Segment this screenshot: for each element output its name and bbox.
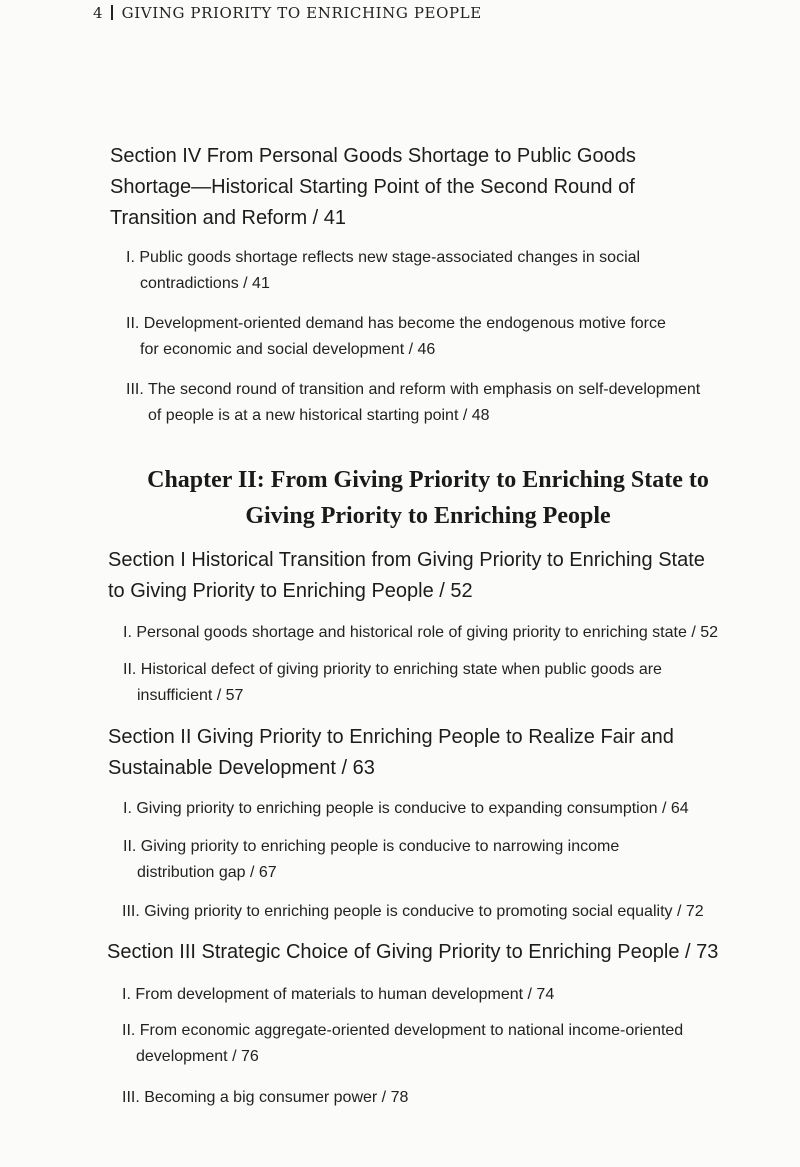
toc-chapter-ii-title (0, 462, 800, 534)
toc-section-iv-heading (110, 141, 636, 234)
entry-line: distribution gap / 67 (137, 864, 277, 881)
toc-entry (122, 1018, 683, 1070)
section-heading-line: Section III Strategic Choice of Giving Priority to Enriching People / 73 (107, 941, 719, 963)
toc-entry (122, 899, 704, 925)
entry-line: II. From economic aggregate-oriented development to national income-oriented (122, 1022, 684, 1039)
toc-section-iii-heading (107, 937, 718, 968)
section-heading-line: to Giving Priority to Enriching People / 52 (108, 580, 473, 602)
toc-entry (123, 834, 619, 886)
entry-line: I. Personal goods shortage and historical role of giving priority to enriching state / 52 (123, 624, 718, 641)
toc-entry (123, 657, 662, 709)
toc-entry (126, 245, 640, 297)
toc-section-i-heading (108, 545, 705, 607)
entry-line: II. Historical defect of giving priority to enriching state when public goods are (123, 661, 662, 678)
entry-line: III. Becoming a big consumer power / 78 (122, 1089, 409, 1106)
section-heading-line: Sustainable Development / 63 (108, 757, 375, 779)
section-heading-line: Section II Giving Priority to Enriching People to Realize Fair and (108, 726, 674, 748)
entry-line: III. The second round of transition and reform with emphasis on self-development (126, 381, 701, 398)
entry-line: for economic and social development / 46 (140, 341, 436, 358)
toc-entry (126, 311, 666, 363)
toc-entry (123, 620, 718, 646)
toc-entry (122, 982, 554, 1008)
entry-line: contradictions / 41 (140, 275, 270, 292)
chapter-title-line: Chapter II: From Giving Priority to Enriching State to (147, 467, 709, 493)
entry-line: of people is at a new historical starting point / 48 (148, 407, 490, 424)
entry-line: development / 76 (136, 1048, 259, 1065)
entry-line: II. Development-oriented demand has become the endogenous motive force (126, 315, 666, 332)
entry-line: I. From development of materials to human development / 74 (122, 986, 555, 1003)
section-heading-line: Section IV From Personal Goods Shortage to Public Goods (110, 145, 636, 167)
section-heading-line: Shortage—Historical Starting Point of the Second Round of (110, 176, 635, 198)
toc-entry (122, 1085, 408, 1111)
running-title: GIVING PRIORITY TO ENRICHING PEOPLE (121, 4, 482, 22)
section-heading-line: Section I Historical Transition from Giving Priority to Enriching State (108, 549, 705, 571)
entry-line: I. Giving priority to enriching people is conducive to expanding consumption / 64 (123, 800, 689, 817)
toc-entry (126, 377, 700, 429)
entry-line: II. Giving priority to enriching people is conducive to narrowing income (123, 838, 620, 855)
entry-line: insufficient / 57 (137, 687, 244, 704)
page-number: 4 (93, 4, 104, 22)
section-heading-line: Transition and Reform / 41 (110, 207, 347, 229)
entry-line: III. Giving priority to enriching people is conducive to promoting social equality / 72 (122, 903, 704, 920)
chapter-title-line: Giving Priority to Enriching People (245, 503, 611, 529)
toc-section-ii-heading (108, 722, 674, 784)
toc-entry (123, 796, 689, 822)
entry-line: I. Public goods shortage reflects new stage-associated changes in social (126, 249, 641, 266)
